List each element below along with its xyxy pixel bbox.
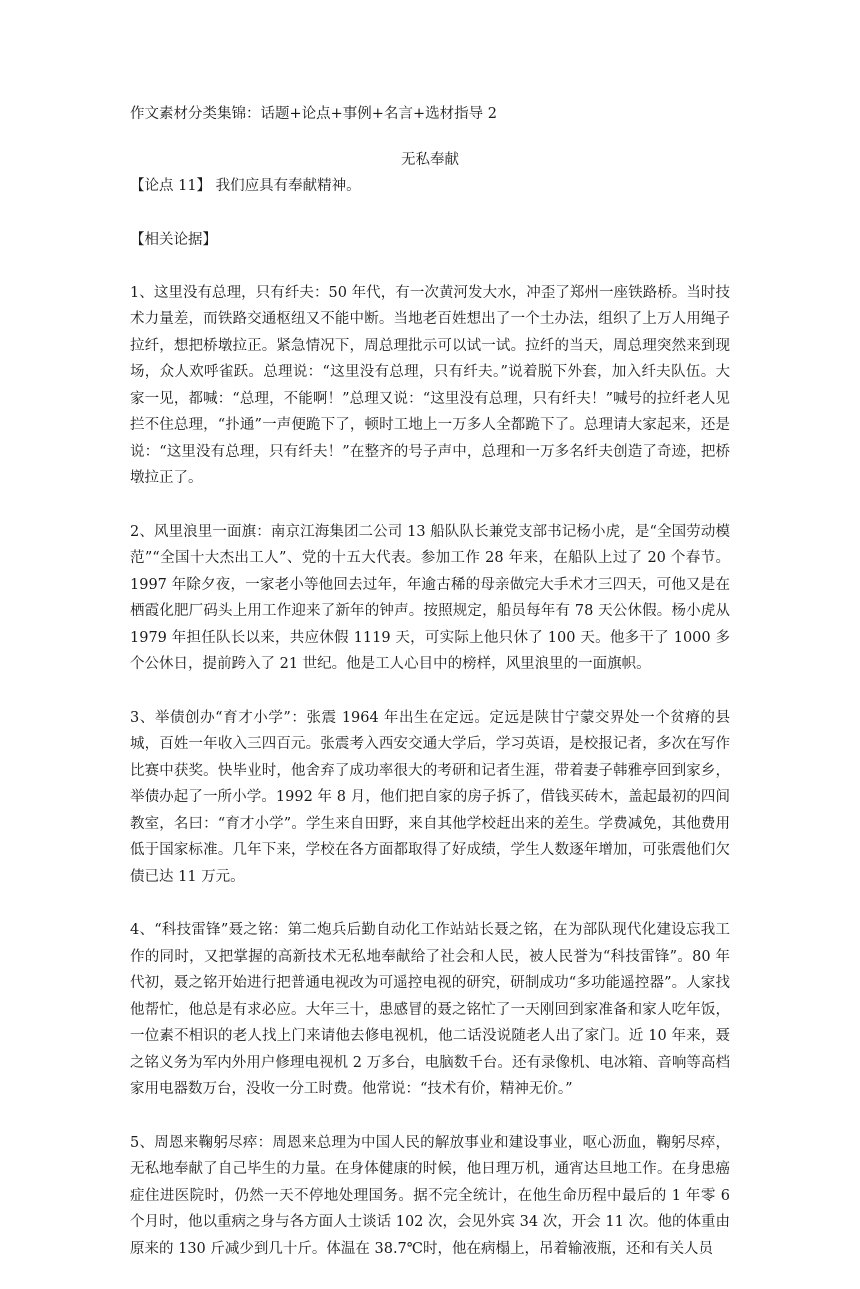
- example-paragraph-3: 3、举债创办“育才小学”：张震 1964 年出生在定远。定远是陕甘宁蒙交界处一个贫瘠的县城，百姓一年收入三四百元。张震考入西安交通大学后，学习英语，是校报记者，多次在写作比赛中获奖。快毕业时，他舍弃了成功率很大的考研和记者生涯，带着妻子韩雅亭回到家乡，举债办起了一所小学。1992 年 8 月，他们把自家的房子拆了，借钱买砖木，盖起最初的四间教室，名曰：“育才小学”。学生来自田野，来自其他学校赶出来的差生。学费减免，其他费用低于国家标准。几年下来，学校在各方面都取得了好成绩，学生人数逐年增加，可张震他们欠债已达 11 万元。: [130, 709, 730, 885]
- section-title: 无私奉献: [401, 152, 459, 168]
- example-paragraph-2: 2、风里浪里一面旗：南京江海集团二公司 13 船队队长兼党支部书记杨小虎，是“全国劳动模范”“全国十大杰出工人”、党的十五大代表。参加工作 28 年来，在船队上过了 20 个春节。1997 年除夕夜，一家老小等他回去过年，年逾古稀的母亲做完大手术才三四天，可他又是在栖霞化肥厂码头上用工作迎来了新年的钟声。按照规定，船员每年有 78 天公休假。杨小虎从 1979 年担任队长以来，共应休假 1119 天，可实际上他只休了 100 天。他多干了 1000 多个公休日，提前跨入了 21 世纪。他是工人心目中的榜样，风里浪里的一面旗帜。: [130, 523, 730, 672]
- example-paragraph-1: 1、这里没有总理，只有纤夫：50 年代，有一次黄河发大水，冲歪了郑州一座铁路桥。当时技术力量差，而铁路交通枢纽又不能中断。当地老百姓想出了一个土办法，组织了上万人用绳子拉纤，想把桥墩拉正。紧急情况下，周总理批示可以试一试。拉纤的当天，周总理突然来到现场，众人欢呼雀跃。总理说：“这里没有总理，只有纤夫。”说着脱下外套，加入纤夫队伍。大家一见，都喊：“总理，不能啊！”总理又说：“这里没有总理，只有纤夫！”喊号的拉纤老人见拦不住总理，“扑通”一声便跪下了，顿时工地上一万多人全都跪下了。总理请大家起来，还是说：“这里没有总理，只有纤夫！”在整齐的号子声中，总理和一万多名纤夫创造了奇迹，把桥墩拉正了。: [130, 284, 730, 486]
- evidence-heading: 【相关论据】: [130, 232, 217, 248]
- document-title: 作文素材分类集锦：话题+论点+事例+名言+选材指导 2: [130, 106, 497, 122]
- document-page: [130, 100, 730, 1289]
- spacer: [130, 254, 730, 280]
- thesis-statement: 【论点 11】 我们应具有奉献精神。: [130, 178, 361, 194]
- spacer: [130, 201, 730, 227]
- example-paragraph-5: 5、周恩来鞠躬尽瘁：周恩来总理为中国人民的解放事业和建设事业，呕心沥血，鞠躬尽瘁，无私地奉献了自己毕生的力量。在身体健康的时候，他日理万机，通宵达旦地工作。在身患癌症住进医院时，仍然一天不停地处理国务。据不完全统计，在他生命历程中最后的 1 年零 6 个月时，他以重病之身与各方面人士谈话 102 次，会见外宾 34 次，开会 11 次。他的体重由原来的 130 斤减少到几十斤。体温在 38.7℃时，他在病榻上，吊着输液瓶，还和有关人员: [130, 1134, 730, 1257]
- example-paragraph-4: 4、“科技雷锋”聂之铭：第二炮兵后勤自动化工作站站长聂之铭，在为部队现代化建设忘我工作的同时，又把掌握的高新技术无私地奉献给了社会和人民，被人民誉为“科技雷锋”。80 年代初，聂之铭开始进行把普通电视改为可遥控电视的研究，研制成功“多功能遥控器”。人家找他帮忙，他总是有求必应。大年三十，患感冒的聂之铭忙了一天刚回到家准备和家人吃年饭，一位素不相识的老人找上门来请他去修电视机，他二话没说随老人出了家门。近 10 年来，聂之铭义务为军内外用户修理电视机 2 万多台，电脑数千台。还有录像机、电冰箱、音响等高档家用电器数万台，没收一分工时费。他常说：“技术有价，精神无价。”: [130, 922, 730, 1097]
